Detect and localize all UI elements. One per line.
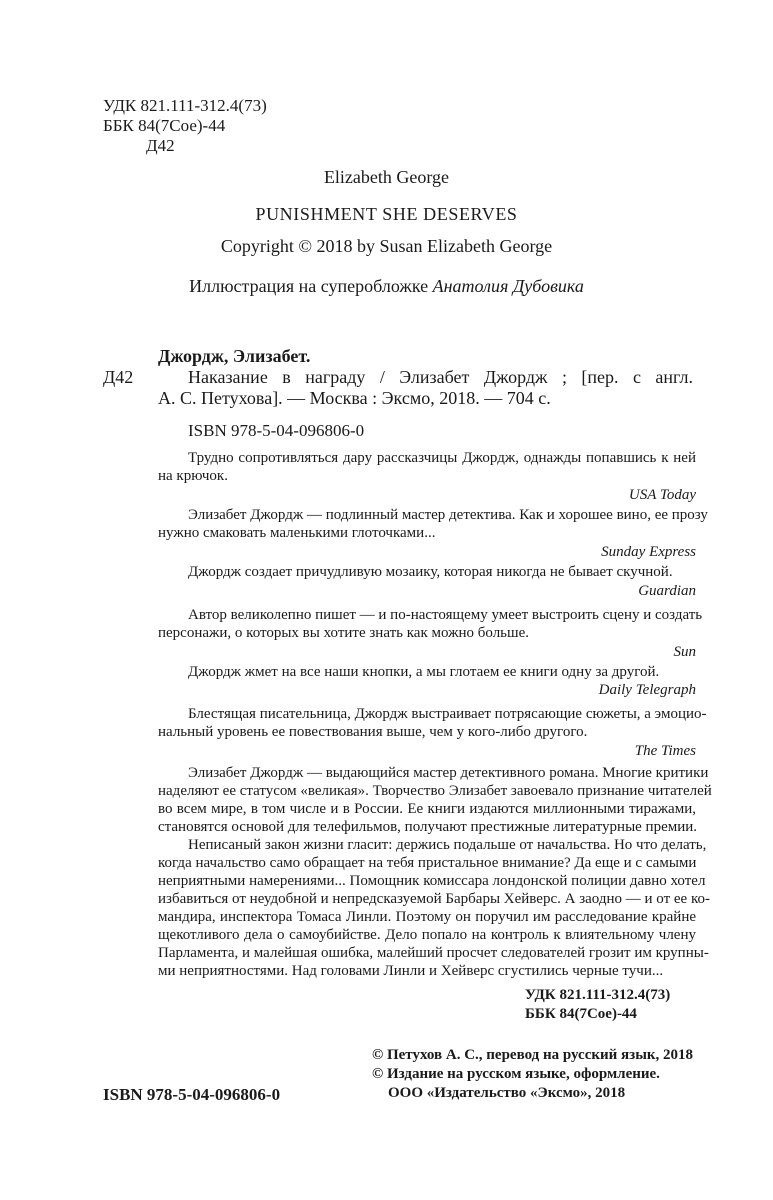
copyright-edition-line-1: © Издание на русском языке, оформление. (372, 1066, 660, 1082)
review-text-line: Блестящая писательница, Джордж выстраивает потрясающие сюжеты, а эмоцио- (188, 706, 707, 722)
review-source: Guardian (638, 583, 696, 599)
original-copyright: Copyright © 2018 by Susan Elizabeth George (220, 236, 553, 256)
annotation-line: мандира, инспектора Томаса Линли. Поэтому он поручил им расследование крайне (158, 909, 696, 925)
bbk-bottom: ББК 84(7Сое)-44 (525, 1006, 637, 1022)
review-source: Daily Telegraph (598, 682, 696, 698)
copyright-translation: © Петухов А. С., перевод на русский язык, 2018 (372, 1047, 694, 1063)
illustration-artist: Анатолия Дубовика (432, 276, 584, 296)
bib-heading: Джордж, Элизабет. (158, 346, 311, 366)
annotation-line: когда начальство само обращает на тебя пристальное внимание? Да еще и с самыми (158, 855, 697, 871)
bib-sign: Д42 (103, 367, 134, 387)
original-title: PUNISHMENT SHE DESERVES (255, 204, 518, 224)
review-text-line: нужно смаковать маленькими глоточками... (158, 525, 436, 541)
review-text-line: Джордж создает причудливую мозаику, которая никогда не бывает скучной. (188, 564, 673, 580)
review-text-line: на крючок. (158, 468, 228, 484)
annotation-line: Элизабет Джордж — выдающийся мастер детективного романа. Многие критики (188, 765, 709, 781)
review-source: Sunday Express (601, 544, 696, 560)
annotation-line: становятся основой для телефильмов, получают престижные литературные премии. (158, 819, 698, 835)
review-source: The Times (634, 743, 696, 759)
bib-line-1: Наказание в награду / Элизабет Джордж ; [пер. с англ. (188, 367, 693, 387)
review-source: USA Today (628, 487, 696, 503)
review-text-line: Джордж жмет на все наши кнопки, а мы глотаем ее книги одну за другой. (188, 664, 660, 680)
bbk-top: ББК 84(7Сое)-44 (103, 116, 226, 135)
annotation-line: неприятными намерениями... Помощник комиссара лондонской полиции давно хотел (158, 873, 706, 889)
footer-isbn: ISBN 978-5-04-096806-0 (103, 1085, 281, 1104)
review-text-line: персонажи, о которых вы хотите знать как можно больше. (158, 625, 529, 641)
annotation-line: Парламента, и малейшая ошибка, малейший просчет следователей грозит им крупны- (158, 945, 709, 961)
illustration-prefix: Иллюстрация на суперобложке (189, 276, 429, 296)
udk-top: УДК 821.111-312.4(73) (103, 96, 267, 115)
review-text-line: Элизабет Джордж — подлинный мастер детектива. Как и хорошее вино, ее прозу (188, 507, 708, 523)
original-author: Elizabeth George (323, 167, 450, 187)
bib-line-2: А. С. Петухова]. — Москва : Эксмо, 2018. — 704 с. (158, 388, 551, 408)
review-text-line: Автор великолепно пишет — и по-настоящему умеет выстроить сцену и создать (188, 607, 703, 623)
copyright-edition-line-2: ООО «Издательство «Эксмо», 2018 (388, 1085, 626, 1101)
bib-isbn: ISBN 978-5-04-096806-0 (188, 421, 365, 440)
annotation-line: наделяют ее статусом «великая». Творчество Элизабет завоевало признание читателей (158, 783, 712, 799)
annotation-line: ми неприятностями. Над головами Линли и Хейверс сгустились черные тучи... (158, 963, 664, 979)
review-text-line: Трудно сопротивляться дару рассказчицы Джордж, однажды попавшись к ней (188, 450, 696, 466)
review-text-line: нальный уровень ее повествования выше, чем у кого-либо другого. (158, 724, 588, 740)
udk-bottom: УДК 821.111-312.4(73) (525, 987, 671, 1003)
annotation-line: во всем мире, в том числе и в России. Ее книги издаются миллионными тиражами, (158, 801, 696, 817)
annotation-line: избавиться от неудобной и непредсказуемой Барбары Хейверс. А заодно — и от ее ко- (158, 891, 710, 907)
annotation-line: Неписаный закон жизни гласит: держись подальше от начальства. Но что делать, (188, 837, 707, 853)
illustration-credit (0, 277, 773, 295)
review-source: Sun (673, 644, 696, 660)
author-sign-top: Д42 (146, 136, 175, 155)
annotation-line: щекотливого дела о самоубийстве. Дело попало на контроль к влиятельному члену (158, 927, 696, 943)
